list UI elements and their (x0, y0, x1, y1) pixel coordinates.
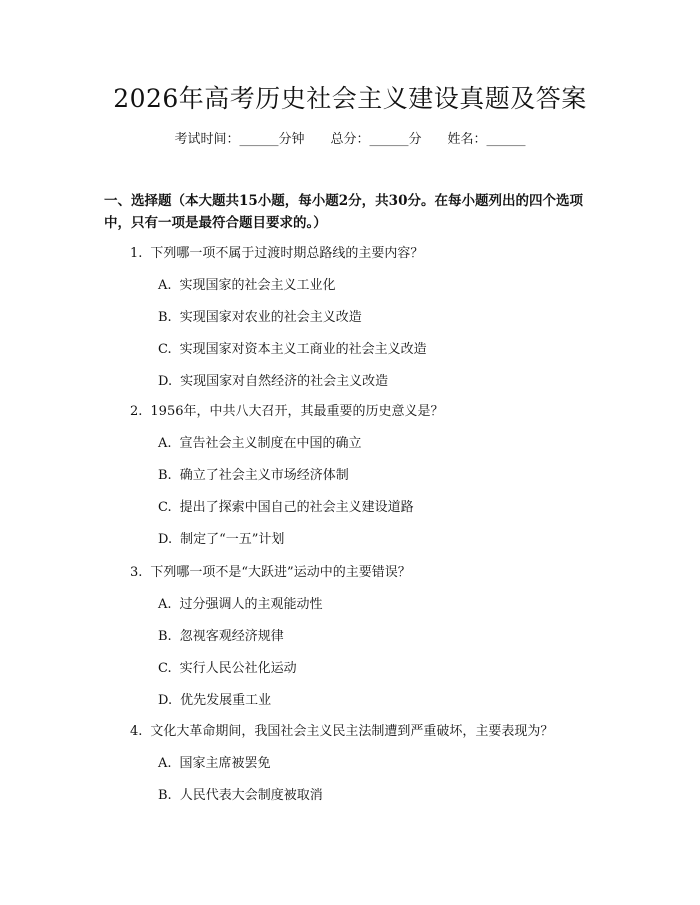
option-letter: B. (158, 788, 172, 803)
question-text: 下列哪一项不是“大跃进”运动中的主要错误？ (150, 565, 411, 580)
question-number: 3. (130, 565, 143, 580)
option-letter: C. (158, 342, 172, 357)
question-1-option-c (158, 340, 427, 360)
option-text: 过分强调人的主观能动性 (179, 597, 323, 612)
question-number: 1. (130, 246, 143, 261)
option-text: 国家主席被罢免 (179, 756, 271, 771)
page-title: 2026年高考历史社会主义建设真题及答案 (113, 84, 587, 113)
question-2-option-b (158, 466, 349, 486)
question-2-option-d (158, 530, 284, 550)
option-letter: D. (158, 374, 173, 389)
option-letter: B. (158, 629, 172, 644)
option-text: 提出了探索中国自己的社会主义建设道路 (179, 500, 414, 515)
question-text: 下列哪一项不属于过渡时期总路线的主要内容？ (150, 246, 424, 261)
option-letter: D. (158, 693, 173, 708)
option-text: 制定了“一五”计划 (180, 532, 285, 547)
question-2 (130, 402, 444, 422)
question-text: 1956年，中共八大召开，其最重要的历史意义是？ (150, 404, 444, 419)
question-number: 4. (130, 724, 143, 739)
option-letter: B. (158, 310, 172, 325)
option-text: 宣告社会主义制度在中国的确立 (179, 436, 362, 451)
option-letter: B. (158, 468, 172, 483)
option-text: 确立了社会主义市场经济体制 (179, 468, 349, 483)
option-letter: A. (158, 756, 172, 771)
option-text: 优先发展重工业 (180, 693, 272, 708)
option-letter: A. (158, 278, 172, 293)
question-1-option-b (158, 308, 362, 328)
question-1-option-d (158, 372, 388, 392)
option-text: 实行人民公社化运动 (179, 661, 297, 676)
exam-time-field: 考试时间：______分钟 (174, 132, 305, 147)
option-letter: A. (158, 597, 172, 612)
question-2-option-c (158, 498, 414, 518)
option-letter: C. (158, 661, 172, 676)
option-letter: C. (158, 500, 172, 515)
section-heading: 一、选择题（本大题共15小题，每小题2分，共30分。在每小题列出的四个选项中，只有一项是最符合题目要求的。） (104, 193, 583, 231)
question-3 (130, 563, 411, 583)
question-2-option-a (158, 434, 362, 454)
option-text: 人民代表大会制度被取消 (179, 788, 323, 803)
question-number: 2. (130, 404, 143, 419)
option-text: 实现国家对农业的社会主义改造 (179, 310, 362, 325)
question-4-option-b (158, 786, 323, 806)
student-name-field: 姓名：______ (447, 132, 526, 147)
question-3-option-b (158, 627, 284, 647)
option-letter: D. (158, 532, 173, 547)
option-letter: A. (158, 436, 172, 451)
option-text: 忽视客观经济规律 (179, 629, 284, 644)
question-text: 文化大革命期间，我国社会主义民主法制遭到严重破坏，主要表现为？ (150, 724, 554, 739)
option-text: 实现国家对自然经济的社会主义改造 (180, 374, 389, 389)
question-1 (130, 244, 423, 264)
question-1-option-a (158, 276, 336, 296)
question-3-option-c (158, 659, 297, 679)
question-4-option-a (158, 754, 271, 774)
question-3-option-a (158, 595, 323, 615)
option-text: 实现国家的社会主义工业化 (179, 278, 336, 293)
option-text: 实现国家对资本主义工商业的社会主义改造 (179, 342, 427, 357)
exam-meta (0, 130, 700, 150)
question-4 (130, 722, 553, 742)
total-score-field: 总分：______分 (330, 132, 422, 147)
question-3-option-d (158, 691, 271, 711)
